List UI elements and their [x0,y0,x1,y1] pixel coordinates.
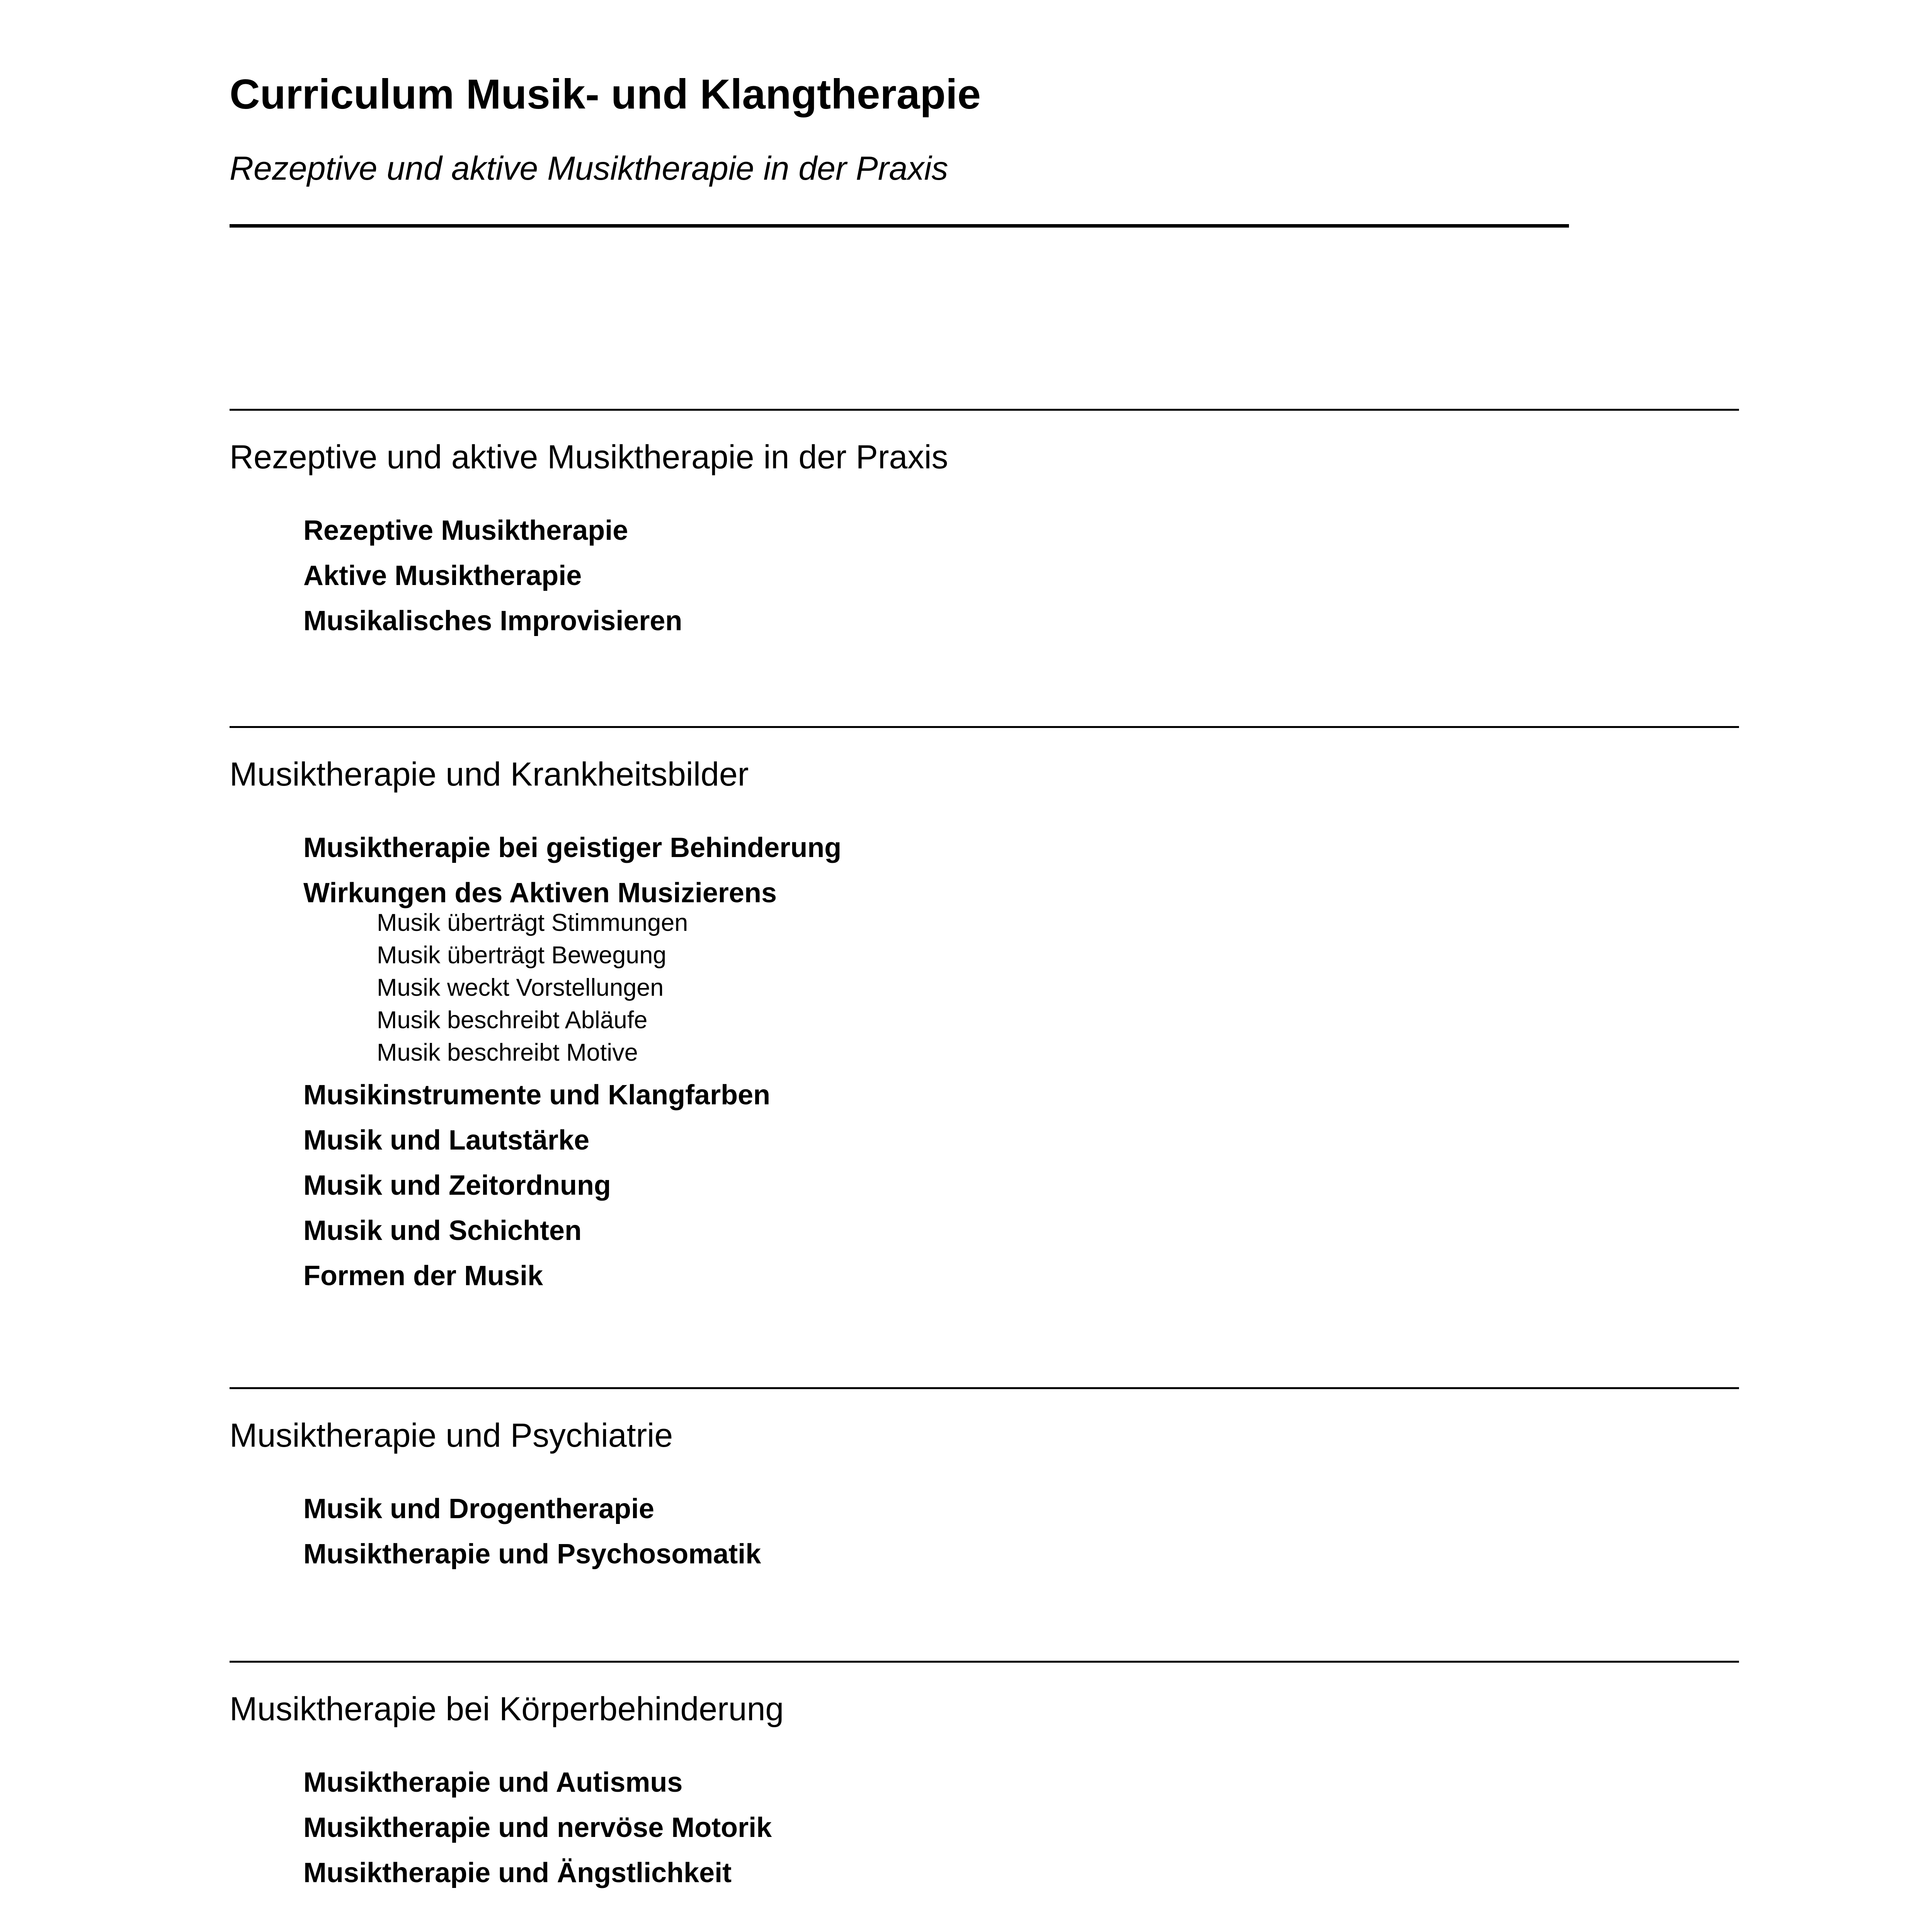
section-title: Rezeptive und aktive Musiktherapie in der Praxis [230,439,948,476]
list-item: Musik und Schichten [303,1215,582,1246]
section-title: Musiktherapie bei Körperbehinderung [230,1690,784,1728]
list-item: Musikinstrumente und Klangfarben [303,1080,771,1111]
section-divider [230,726,1739,728]
list-item: Musiktherapie und nervöse Motorik [303,1812,772,1843]
list-item: Wirkungen des Aktiven Musizierens [303,878,777,908]
list-item: Musik und Lautstärke [303,1125,590,1156]
list-item: Musikalisches Improvisieren [303,605,682,636]
list-item-with-subitems [303,871,841,1069]
list-item: Musik und Zeitordnung [303,1170,611,1201]
page-subtitle: Rezeptive und aktive Musiktherapie in der Praxis [230,150,948,187]
list-item: Musiktherapie bei geistiger Behinderung [303,832,842,863]
section-title: Musiktherapie und Krankheitsbilder [230,756,749,793]
list-item: Musiktherapie und Ängstlichkeit [303,1857,732,1888]
sub-list-item: Musik überträgt Stimmungen [377,909,688,936]
sub-list-item: Musik überträgt Bewegung [377,942,667,969]
list-item: Musiktherapie und Autismus [303,1767,683,1798]
section-divider [230,1387,1739,1389]
section-item-list [303,825,841,1299]
section-item-list [303,508,682,644]
list-item: Aktive Musiktherapie [303,560,582,591]
section-item-list [303,1760,772,1896]
sub-list-item: Musik weckt Vorstellungen [377,974,664,1001]
section-divider [230,1661,1739,1663]
list-item: Formen der Musik [303,1260,543,1291]
list-item: Musiktherapie und Psychosomatik [303,1539,761,1570]
subitem-list [377,906,841,1069]
section-title: Musiktherapie und Psychiatrie [230,1417,673,1454]
list-item: Rezeptive Musiktherapie [303,515,628,546]
section-item-list [303,1486,761,1577]
section-divider [230,409,1739,411]
list-item: Musik und Drogentherapie [303,1493,655,1524]
header-divider [230,224,1569,228]
sub-list-item: Musik beschreibt Abläufe [377,1007,648,1034]
sub-list-item: Musik beschreibt Motive [377,1039,638,1066]
page-title: Curriculum Musik- und Klangtherapie [230,71,981,118]
